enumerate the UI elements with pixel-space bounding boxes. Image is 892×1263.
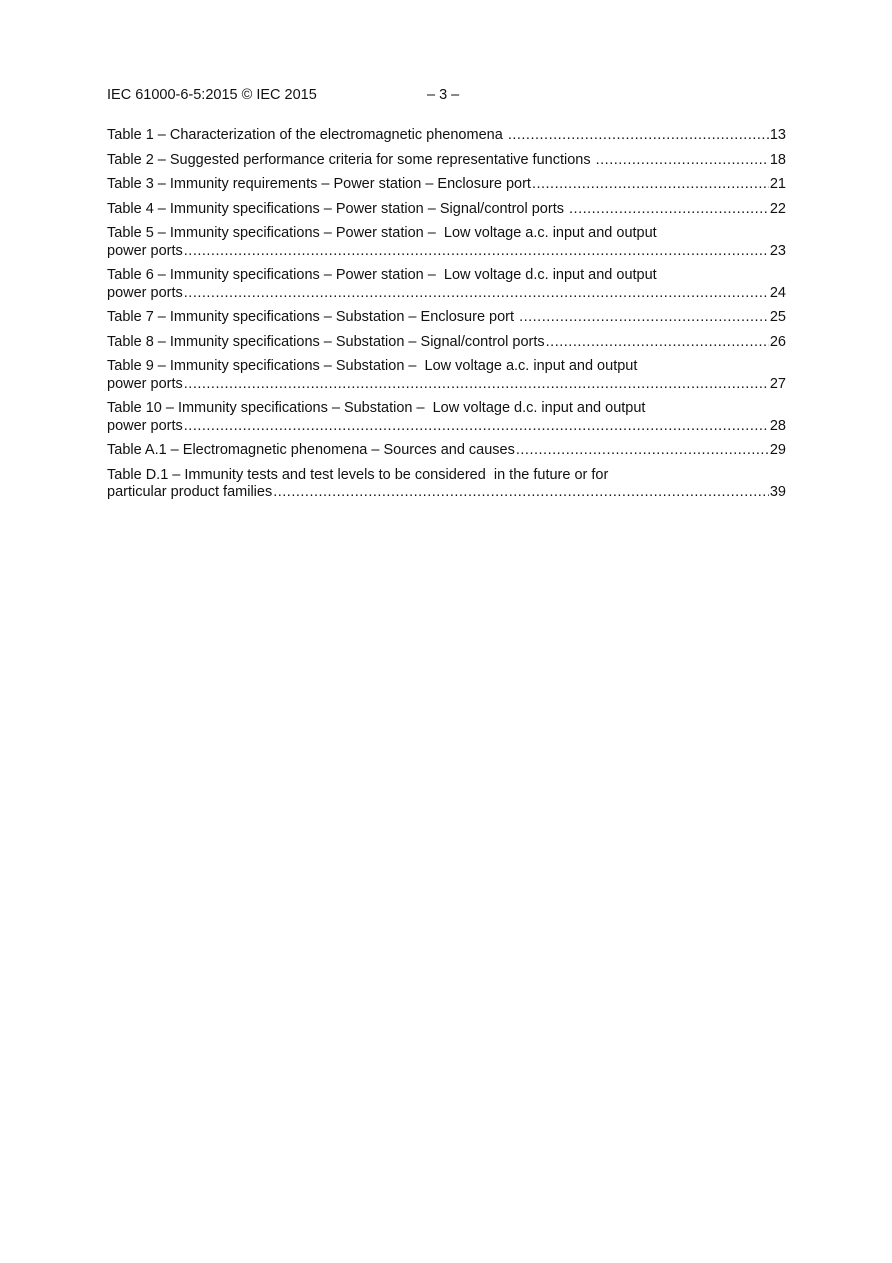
toc-entry-title: Table 1 – Characterization of the electromagnetic phenomena: [107, 127, 507, 143]
toc-entry-title-line-1: Table D.1 – Immunity tests and test levels to be considered in the future or for: [107, 466, 609, 483]
toc-entry-table-9[interactable]: [107, 358, 786, 393]
toc-leader-dots: [508, 127, 769, 145]
toc-entry-title-line-1: Table 5 – Immunity specifications – Power station – Low voltage a.c. input and output: [107, 225, 657, 241]
page-number: – 3 –: [427, 87, 460, 103]
toc-entry-table-8[interactable]: [107, 334, 786, 352]
toc-page-number: 18: [769, 151, 786, 168]
toc-leader-dots: [519, 309, 769, 327]
toc-page-number: 21: [769, 176, 786, 192]
toc-leader-dots: [273, 484, 769, 502]
toc-leader-dots: [569, 201, 769, 219]
toc-entry-title-line-1: Table 10 – Immunity specifications – Substation – Low voltage d.c. input and output: [107, 400, 646, 416]
toc-page-number: 28: [769, 417, 786, 434]
toc-entry-table-2[interactable]: [107, 152, 786, 170]
toc-entry-title-line-2: power ports: [107, 284, 183, 301]
toc-entry-title: Table A.1 – Electromagnetic phenomena – Sources and causes: [107, 442, 515, 458]
toc-entry-title: Table 3 – Immunity requirements – Power station – Enclosure port: [107, 176, 531, 192]
toc-leader-dots: [596, 152, 769, 170]
toc-entry-title-line-2: particular product families: [107, 484, 273, 500]
toc-entry-table-7[interactable]: [107, 309, 786, 327]
toc-page-number: 13: [769, 127, 786, 143]
toc-entry-title-line-1: Table 9 – Immunity specifications – Substation – Low voltage a.c. input and output: [107, 358, 638, 374]
toc-entry-table-a1[interactable]: [107, 442, 786, 460]
toc-entry-table-3[interactable]: [107, 176, 786, 194]
toc-entry-title: Table 2 – Suggested performance criteria for some representative functions: [107, 151, 595, 168]
toc-page-number: 26: [769, 333, 786, 350]
toc-entry-table-4[interactable]: [107, 201, 786, 219]
list-of-tables: [107, 127, 786, 509]
toc-leader-dots: [184, 376, 769, 394]
toc-entry-table-1[interactable]: [107, 127, 786, 145]
toc-leader-dots: [184, 243, 769, 261]
toc-entry-table-10[interactable]: [107, 400, 786, 435]
toc-leader-dots: [184, 418, 769, 436]
toc-entry-title-line-2: power ports: [107, 417, 183, 434]
toc-entry-table-5[interactable]: [107, 225, 786, 260]
toc-entry-table-6[interactable]: [107, 267, 786, 302]
toc-leader-dots: [532, 176, 769, 194]
toc-entry-title-line-1: Table 6 – Immunity specifications – Power station – Low voltage d.c. input and output: [107, 267, 657, 283]
toc-page-number: 29: [769, 442, 786, 458]
toc-page-number: 27: [769, 375, 786, 392]
toc-entry-title-line-2: power ports: [107, 375, 183, 392]
page-header: [107, 86, 787, 104]
toc-entry-title-line-2: power ports: [107, 242, 183, 259]
toc-entry-table-d1[interactable]: [107, 467, 786, 502]
toc-page-number: 25: [769, 309, 786, 325]
toc-leader-dots: [184, 285, 769, 303]
toc-leader-dots: [516, 442, 769, 460]
toc-entry-title: Table 7 – Immunity specifications – Substation – Enclosure port: [107, 309, 519, 325]
toc-leader-dots: [546, 334, 769, 352]
toc-page-number: 22: [769, 200, 786, 217]
toc-page-number: 23: [769, 242, 786, 259]
toc-page-number: 24: [769, 284, 786, 301]
toc-entry-title: Table 4 – Immunity specifications – Power station – Signal/control ports: [107, 200, 569, 217]
document-identifier: IEC 61000-6-5:2015 © IEC 2015: [107, 87, 317, 103]
toc-entry-title: Table 8 – Immunity specifications – Substation – Signal/control ports: [107, 333, 545, 350]
toc-page-number: 39: [769, 484, 786, 500]
